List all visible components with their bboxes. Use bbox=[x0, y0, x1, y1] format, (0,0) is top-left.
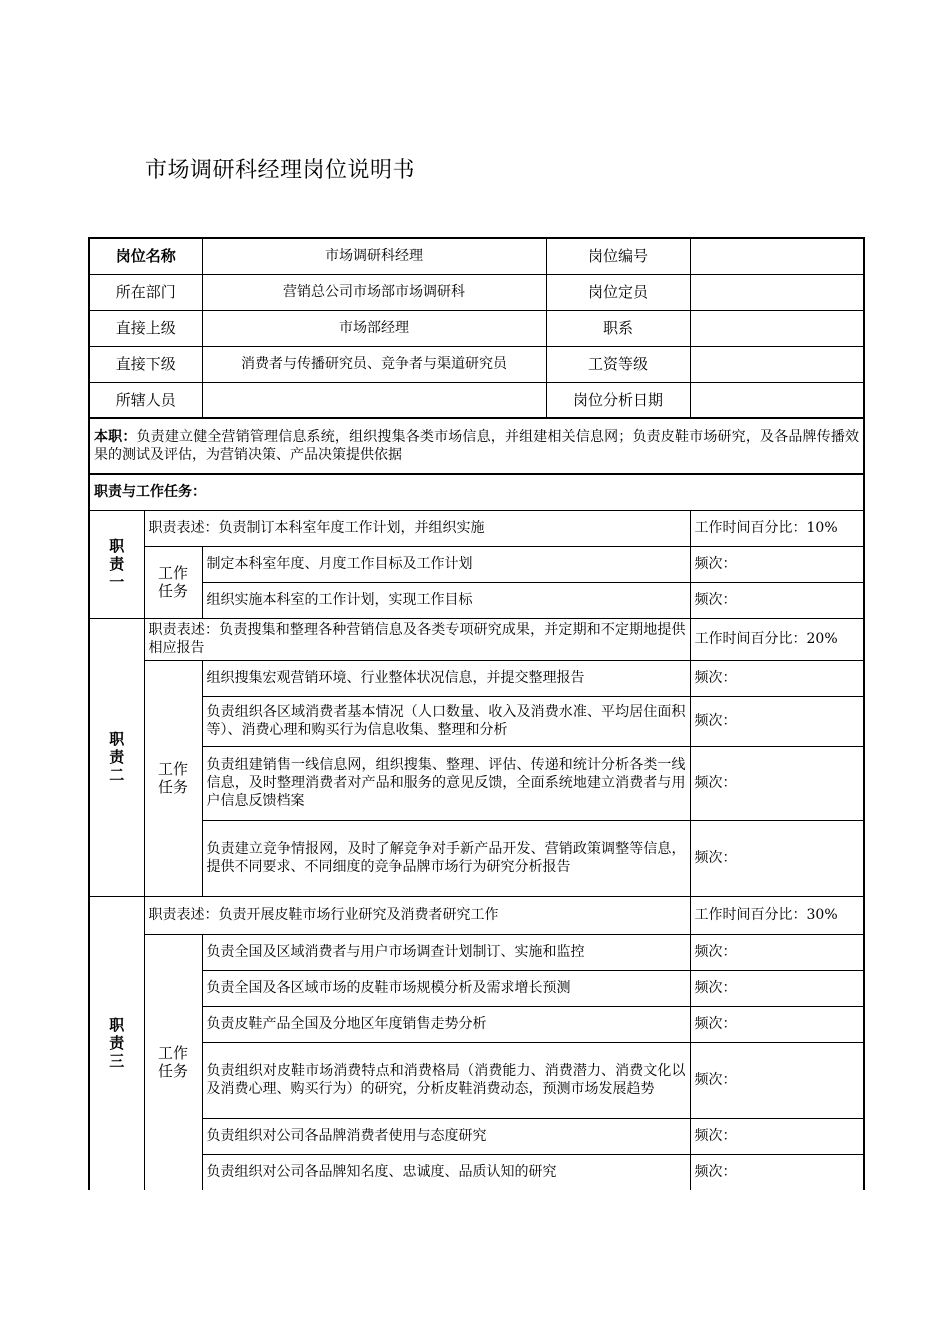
department-label: 所在部门 bbox=[89, 274, 202, 310]
duty-3-time-pct: 工作时间百分比：30% bbox=[690, 896, 864, 934]
info-row-subordinate bbox=[89, 346, 864, 382]
duty-2-task-row bbox=[89, 820, 864, 896]
job-family-label: 职系 bbox=[546, 310, 690, 346]
department-value: 营销总公司市场部市场调研科 bbox=[202, 274, 546, 310]
duty-2-task-row bbox=[89, 696, 864, 746]
duty-3-task-row bbox=[89, 1042, 864, 1118]
duty-3-task-row bbox=[89, 934, 864, 970]
duty-3-task-1-frequency: 频次： bbox=[690, 934, 864, 970]
duty-2-task-2-frequency: 频次： bbox=[690, 696, 864, 746]
summary-row bbox=[89, 418, 864, 474]
summary-label: 本职： bbox=[94, 429, 137, 445]
duty-3-task-row bbox=[89, 1006, 864, 1042]
info-row-superior bbox=[89, 310, 864, 346]
duty-1-description: 职责表述：负责制订本科室年度工作计划，并组织实施 bbox=[144, 510, 690, 546]
position-name-value: 市场调研科经理 bbox=[202, 238, 546, 274]
duty-2-task-2: 负责组织各区域消费者基本情况（人口数量、收入及消费水准、平均居住面积等）、消费心理和购买行为信息收集、整理和分析 bbox=[202, 696, 690, 746]
job-family-value bbox=[690, 310, 864, 346]
headcount-value bbox=[690, 274, 864, 310]
duty-3-label: 职 责 三 bbox=[89, 896, 144, 1190]
duty-3-task-5-frequency: 频次： bbox=[690, 1118, 864, 1154]
summary-cell bbox=[89, 418, 864, 474]
duty-3-task-label: 工作 任务 bbox=[144, 934, 202, 1190]
info-row-position bbox=[89, 238, 864, 274]
summary-text: 负责建立健全营销管理信息系统，组织搜集各类市场信息，并组建相关信息网；负责皮鞋市场研究，及各品牌传播效果的测试及评估，为营销决策、产品决策提供依据 bbox=[94, 429, 860, 463]
duty-3-task-row bbox=[89, 1118, 864, 1154]
duties-header-row bbox=[89, 474, 864, 510]
duty-3-task-4-frequency: 频次： bbox=[690, 1042, 864, 1118]
page-title: 市场调研科经理岗位说明书 bbox=[145, 158, 416, 183]
staff-label: 所辖人员 bbox=[89, 382, 202, 418]
duty-3-task-3-frequency: 频次： bbox=[690, 1006, 864, 1042]
duty-1-task-2: 组织实施本科室的工作计划，实现工作目标 bbox=[202, 582, 690, 618]
duty-3-task-6: 负责组织对公司各品牌知名度、忠诚度、品质认知的研究 bbox=[202, 1154, 690, 1190]
duty-3-description-row bbox=[89, 896, 864, 934]
duty-2-task-row bbox=[89, 746, 864, 820]
duty-3-task-6-frequency: 频次： bbox=[690, 1154, 864, 1190]
position-no-label: 岗位编号 bbox=[546, 238, 690, 274]
duty-2-task-1: 组织搜集宏观营销环境、行业整体状况信息，并提交整理报告 bbox=[202, 660, 690, 696]
salary-label: 工资等级 bbox=[546, 346, 690, 382]
superior-label: 直接上级 bbox=[89, 310, 202, 346]
job-description-table bbox=[88, 237, 865, 1190]
duty-2-task-3: 负责组建销售一线信息网，组织搜集、整理、评估、传递和统计分析各类一线信息，及时整理消费者对产品和服务的意见反馈，全面系统地建立消费者与用户信息反馈档案 bbox=[202, 746, 690, 820]
duty-2-description: 职责表述：负责搜集和整理各种营销信息及各类专项研究成果，并定期和不定期地提供相应报告 bbox=[144, 618, 690, 660]
duty-3-task-5: 负责组织对公司各品牌消费者使用与态度研究 bbox=[202, 1118, 690, 1154]
headcount-label: 岗位定员 bbox=[546, 274, 690, 310]
duty-2-description-row bbox=[89, 618, 864, 660]
duty-3-description: 职责表述：负责开展皮鞋市场行业研究及消费者研究工作 bbox=[144, 896, 690, 934]
subordinate-label: 直接下级 bbox=[89, 346, 202, 382]
duty-1-time-pct: 工作时间百分比：10% bbox=[690, 510, 864, 546]
position-name-label: 岗位名称 bbox=[89, 238, 202, 274]
duty-3-task-2-frequency: 频次： bbox=[690, 970, 864, 1006]
duty-2-task-row bbox=[89, 660, 864, 696]
duty-2-task-4-frequency: 频次： bbox=[690, 820, 864, 896]
duty-2-task-label: 工作 任务 bbox=[144, 660, 202, 896]
superior-value: 市场部经理 bbox=[202, 310, 546, 346]
duty-3-task-1: 负责全国及区域消费者与用户市场调查计划制订、实施和监控 bbox=[202, 934, 690, 970]
duty-2-task-1-frequency: 频次： bbox=[690, 660, 864, 696]
info-row-department bbox=[89, 274, 864, 310]
info-row-staff bbox=[89, 382, 864, 418]
duty-1-task-row bbox=[89, 582, 864, 618]
duty-1-task-1-frequency: 频次： bbox=[690, 546, 864, 582]
duty-3-task-4: 负责组织对皮鞋市场消费特点和消费格局（消费能力、消费潜力、消费文化以及消费心理、购买行为）的研究，分析皮鞋消费动态，预测市场发展趋势 bbox=[202, 1042, 690, 1118]
analysis-date-value bbox=[690, 382, 864, 418]
duty-1-task-row bbox=[89, 546, 864, 582]
subordinate-value: 消费者与传播研究员、竞争者与渠道研究员 bbox=[202, 346, 546, 382]
duty-3-task-3: 负责皮鞋产品全国及分地区年度销售走势分析 bbox=[202, 1006, 690, 1042]
duty-2-task-3-frequency: 频次： bbox=[690, 746, 864, 820]
duties-header: 职责与工作任务： bbox=[89, 474, 864, 510]
duty-1-task-1: 制定本科室年度、月度工作目标及工作计划 bbox=[202, 546, 690, 582]
duty-3-task-row bbox=[89, 1154, 864, 1190]
position-no-value bbox=[690, 238, 864, 274]
duty-3-task-2: 负责全国及各区域市场的皮鞋市场规模分析及需求增长预测 bbox=[202, 970, 690, 1006]
staff-value bbox=[202, 382, 546, 418]
duty-2-task-4: 负责建立竞争情报网，及时了解竞争对手新产品开发、营销政策调整等信息，提供不同要求、不同细度的竞争品牌市场行为研究分析报告 bbox=[202, 820, 690, 896]
duty-1-label: 职 责 一 bbox=[89, 510, 144, 618]
duty-3-task-row bbox=[89, 970, 864, 1006]
duty-1-task-2-frequency: 频次： bbox=[690, 582, 864, 618]
salary-value bbox=[690, 346, 864, 382]
duty-2-time-pct: 工作时间百分比：20% bbox=[690, 618, 864, 660]
analysis-date-label: 岗位分析日期 bbox=[546, 382, 690, 418]
duty-2-label: 职 责 二 bbox=[89, 618, 144, 896]
duty-1-task-label: 工作 任务 bbox=[144, 546, 202, 618]
duty-1-description-row bbox=[89, 510, 864, 546]
